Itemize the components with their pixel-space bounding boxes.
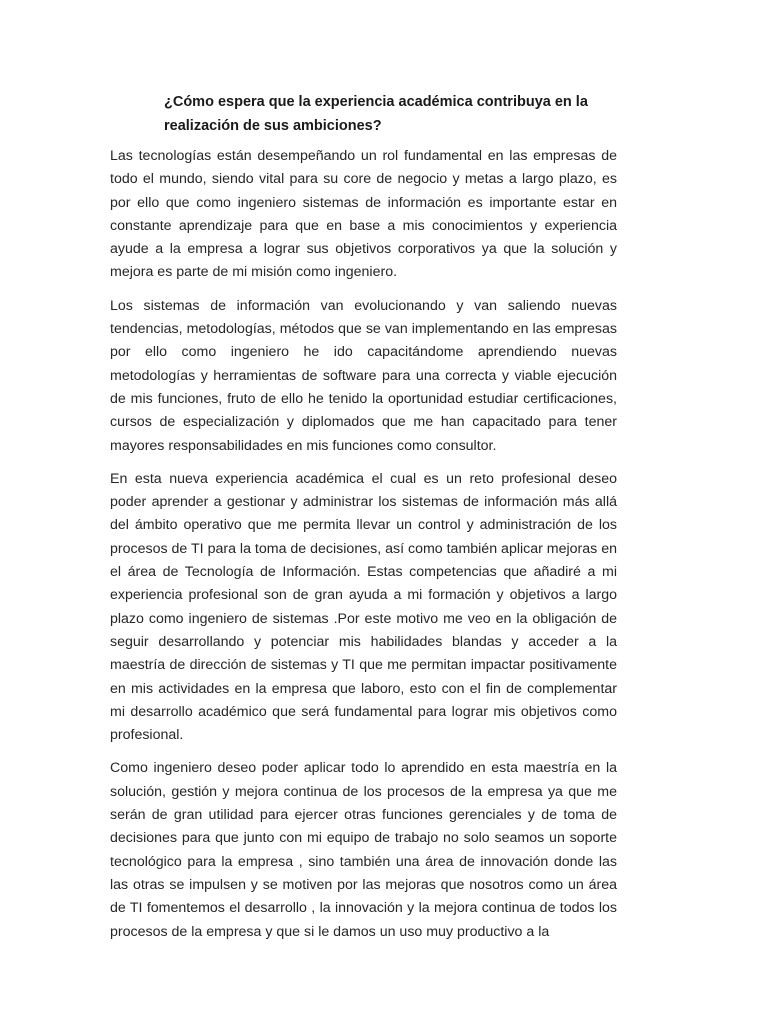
- paragraph-3: En esta nueva experiencia académica el cual es un reto profesional deseo poder aprender a gestionar y administrar los sistemas de información más allá del ámbito operativo que me permita llevar un control y administración de los procesos de TI para la toma de decisiones, así como también aplicar mejoras en el área de Tecnología de Información. Estas competencias que añadiré a mi experiencia profesional son de gran ayuda a mi formación y objetivos a largo plazo como ingeniero de sistemas .Por este motivo me veo en la obligación de seguir desarrollando y potenciar mis habilidades blandas y acceder a la maestría de dirección de sistemas y TI que me permitan impactar positivamente en mis actividades en la empresa que laboro, esto con el fin de complementar mi desarrollo académico que será fundamental para lograr mis objetivos como profesional.: [110, 470, 617, 744]
- paragraph-2: Los sistemas de información van evolucionando y van saliendo nuevas tendencias, metodologías, métodos que se van implementando en las empresas por ello como ingeniero he ido capacitándome aprendiendo nuevas metodologías y herramientas de software para una correcta y viable ejecución de mis funciones, fruto de ello he tenido la oportunidad estudiar certificaciones, cursos de especialización y diplomados que me han capacitado para tener mayores responsabilidades en mis funciones como consultor.: [110, 297, 617, 454]
- question-heading: ¿Cómo espera que la experiencia académica contribuya en la realización de sus ambiciones?: [164, 94, 588, 134]
- paragraph-1: Las tecnologías están desempeñando un rol fundamental en las empresas de todo el mundo, siendo vital para su core de negocio y metas a largo plazo, es por ello que como ingeniero sistemas de información es importante estar en constante aprendizaje para que en base a mis conocimientos y experiencia ayude a la empresa a lograr sus objetivos corporativos ya que la solución y mejora es parte de mi misión como ingeniero.: [110, 148, 617, 281]
- document-body: [110, 145, 617, 954]
- paragraph-4: Como ingeniero deseo poder aplicar todo lo aprendido en esta maestría en la solución, gestión y mejora continua de los procesos de la empresa ya que me serán de gran utilidad para ejercer otras funciones gerenciales y de toma de decisiones para que junto con mi equipo de trabajo no solo seamos un soporte tecnológico para la empresa , sino también una área de innovación donde las las otras se impulsen y se motiven por las mejoras que nosotros como un área de TI fomentemos el desarrollo , la innovación y la mejora continua de todos los procesos de la empresa y que si le damos un uso muy productivo a la: [110, 760, 617, 940]
